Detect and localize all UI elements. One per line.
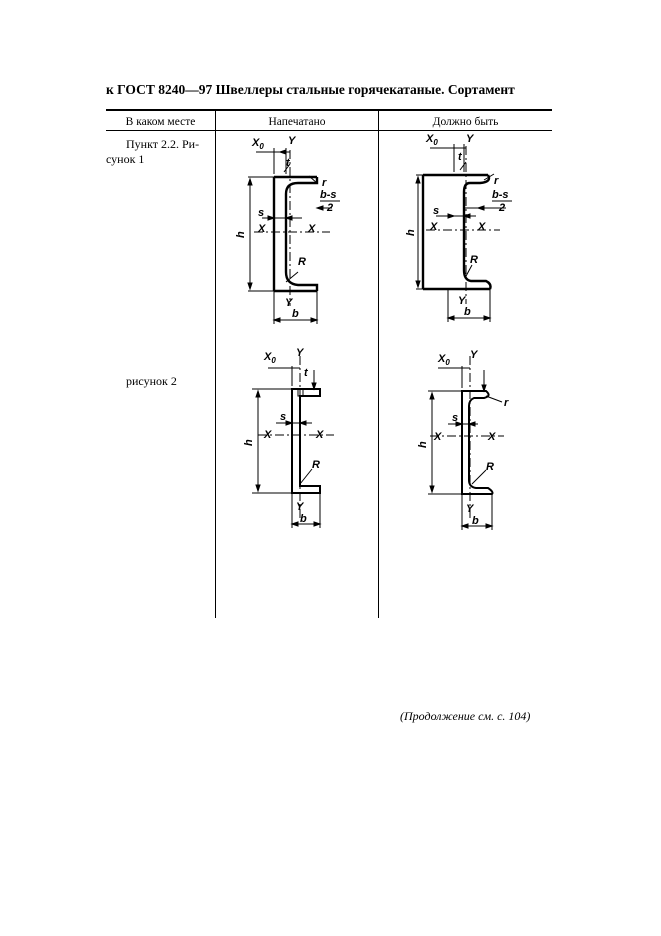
row2-location: рисунок 2 [126,374,177,388]
label-x0: $X_0$ [252,137,264,151]
table-col-divider-2 [378,110,379,618]
label-R: R [312,459,320,471]
label-x-right: X [478,221,486,233]
label-x0: $X_0$ [264,351,276,365]
label-R: R [470,254,478,266]
row1-location-line1: Пункт 2.2. Ри- [126,137,200,151]
label-x0: $X_0$ [426,133,438,147]
label-frac-den: 2 [327,202,334,214]
label-h: h [417,441,429,448]
label-x-left: X [264,429,272,441]
figure-2-correct [416,348,516,538]
label-s: s [433,205,440,217]
table-col-divider-1 [215,110,216,618]
label-y-bottom: Y [466,503,474,515]
label-x-left: X [434,431,442,443]
label-t: t [304,367,308,379]
channel-section-drawing [240,346,340,536]
channel-section-drawing [405,132,528,327]
label-x0: $X_0$ [438,353,450,367]
label-b: b [472,515,479,527]
label-frac-num: b-s [492,189,509,201]
label-s: s [452,412,459,424]
header-printed: Напечатано [268,116,326,128]
channel-section-drawing [416,348,516,538]
label-r: r [494,175,499,187]
label-h: h [243,439,255,446]
header-should-be: Должно быть [432,116,499,128]
label-t: t [458,151,462,163]
label-s: s [258,207,265,219]
label-h: h [235,231,247,238]
label-R: R [298,256,306,268]
row1-location-line2: сунок 1 [106,152,145,166]
label-b: b [464,306,471,318]
label-y-top: Y [470,349,478,361]
label-b: b [292,308,299,320]
label-y-bottom: Y [458,295,466,307]
label-y-bottom: Y [296,501,304,513]
continuation-note: (Продолжение см. с. 104) [400,709,531,723]
table-header-rule [106,130,552,131]
label-t: t [286,157,290,169]
label-y-bottom: Y [285,297,293,309]
label-s: s [280,411,287,423]
figure-2-printed [240,346,340,536]
label-h: h [405,229,417,236]
channel-section-drawing [232,134,352,329]
label-y-top: Y [296,347,304,359]
table-top-rule [106,109,552,111]
label-R: R [486,461,494,473]
label-y-top: Y [466,133,474,145]
figure-1-printed [232,134,352,329]
label-frac-num: b-s [320,189,337,201]
label-r: r [322,177,327,189]
label-y-top: Y [288,135,296,147]
label-x-right: X [316,429,324,441]
label-x-left: X [430,221,438,233]
figure-1-correct [405,132,528,327]
label-x-right: X [488,431,496,443]
header-location: В каком месте [125,116,196,128]
label-b: b [300,513,307,525]
document-heading: к ГОСТ 8240—97 Швеллеры стальные горячекатаные. Сортамент [106,82,515,97]
label-r: r [504,397,509,409]
label-x-left: X [258,223,266,235]
row1-location [106,137,216,167]
label-frac-den: 2 [499,202,506,214]
label-x-right: X [308,223,316,235]
